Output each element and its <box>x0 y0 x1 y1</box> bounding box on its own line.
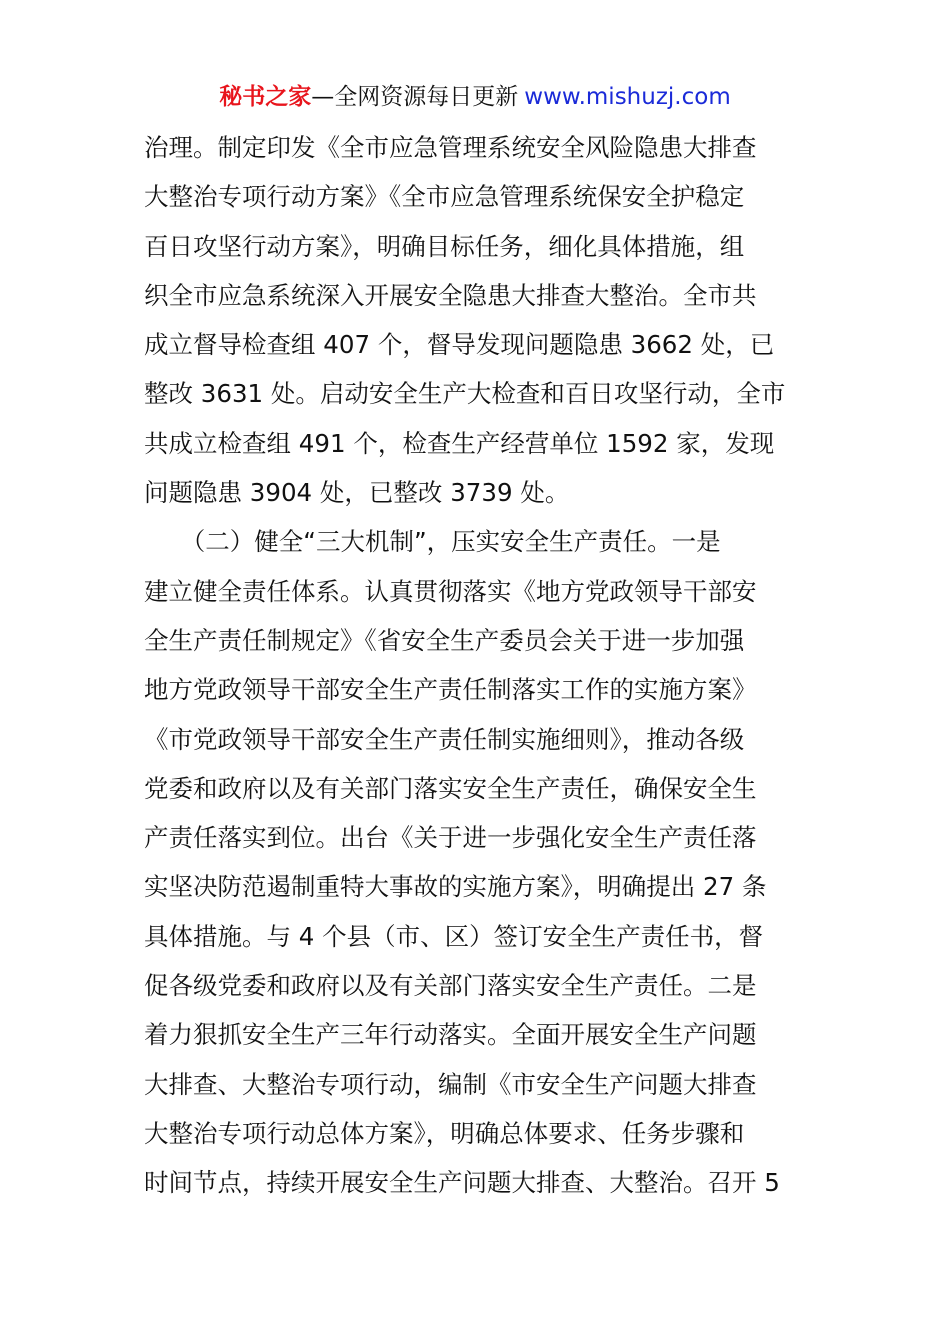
text-line: 成立督导检查组 407 个，督导发现问题隐患 3662 处，已 <box>144 330 775 360</box>
text-line: 促各级党委和政府以及有关部门落实安全生产责任。二是 <box>144 971 757 1001</box>
text-line: 建立健全责任体系。认真贯彻落实《地方党政领导干部安 <box>144 576 757 606</box>
text-line: 共成立检查组 491 个，检查生产经营单位 1592 家，发现 <box>144 428 775 458</box>
document-body <box>144 123 808 1208</box>
text-line: 大排查、大整治专项行动，编制《市安全生产问题大排查 <box>144 1069 757 1099</box>
text-line: 问题隐患 3904 处，已整改 3739 处。 <box>144 478 570 508</box>
text-line: 全生产责任制规定》《省安全生产委员会关于进一步加强 <box>144 625 745 655</box>
text-line: 着力狠抓安全生产三年行动落实。全面开展安全生产问题 <box>144 1020 757 1050</box>
text-line: （二）健全“三大机制”，压实安全生产责任。一是 <box>144 527 721 557</box>
site-tagline: —全网资源每日更新 <box>311 84 519 110</box>
text-line: 时间节点，持续开展安全生产问题大排查、大整治。召开 5 <box>144 1168 780 1198</box>
text-line: 《市党政领导干部安全生产责任制实施细则》，推动各级 <box>144 724 745 754</box>
site-url-link[interactable]: www.mishuzj.com <box>524 84 731 110</box>
text-line: 实坚决防范遏制重特大事故的实施方案》，明确提出 27 条 <box>144 872 767 902</box>
site-header <box>0 82 950 112</box>
text-line: 大整治专项行动方案》《全市应急管理系统保安全护稳定 <box>144 182 745 212</box>
text-line: 治理。制定印发《全市应急管理系统安全风险隐患大排查 <box>144 133 757 162</box>
text-line: 产责任落实到位。出台《关于进一步强化安全生产责任落 <box>144 823 757 853</box>
text-line: 整改 3631 处。启动安全生产大检查和百日攻坚行动，全市 <box>144 379 786 409</box>
text-line: 织全市应急系统深入开展安全隐患大排查大整治。全市共 <box>144 280 757 310</box>
text-line: 地方党政领导干部安全生产责任制落实工作的实施方案》 <box>144 675 757 705</box>
text-line: 百日攻坚行动方案》，明确目标任务，细化具体措施，组 <box>144 231 745 261</box>
text-line: 大整治专项行动总体方案》，明确总体要求、任务步骤和 <box>144 1118 745 1148</box>
site-brand: 秘书之家 <box>219 84 312 110</box>
text-line: 党委和政府以及有关部门落实安全生产责任，确保安全生 <box>144 773 757 803</box>
text-line: 具体措施。与 4 个县（市、区）签订安全生产责任书，督 <box>144 921 764 951</box>
